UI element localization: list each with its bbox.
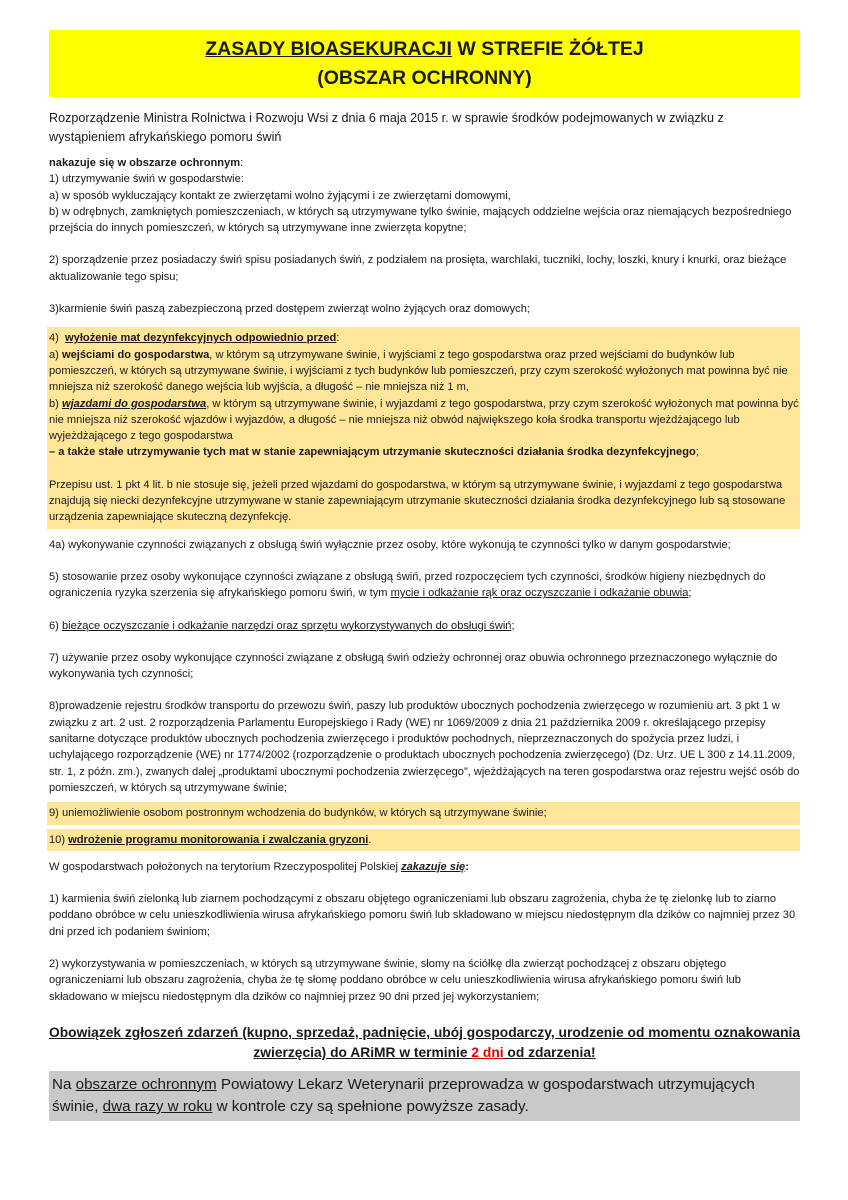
order-5-end: ; (688, 587, 692, 600)
title-underlined: ZASADY BIOASEKURACJI (205, 38, 452, 60)
order-5-underlined: mycie i odkażanie rąk oraz oczyszczanie i odkażanie obuwia (390, 587, 689, 600)
prohibitions-heading (49, 859, 800, 875)
order-4a2: 4a) wykonywanie czynności związanych z obsługą świń wyłącznie przez osoby, które wykonują te czynności tylko w danym gospodarstwie; (49, 538, 731, 551)
order-4c (49, 444, 800, 460)
obligation-days: 2 dni (471, 1044, 504, 1060)
order-6-underlined: bieżące oczyszczanie i odkażanie narzędzi oraz sprzętu wykorzystywanych do obsługi świń (61, 619, 512, 632)
order-4b (49, 396, 800, 445)
order-4 (49, 330, 800, 346)
title-line-1 (49, 35, 800, 64)
inspection-mid: Powiatowy Lekarz Weterynarii przeprowadza w gospodarstwach utrzymujących świnie, (52, 1075, 755, 1115)
order-7: 7) używanie przez osoby wykonujące czynności związane z obsługą świń odzieży ochronnej oraz obuwia ochronnego przeznaczonego wyłącznie do wykonywania tych czynności; (49, 651, 778, 681)
order-10-bold: wdrożenie programu monitorowania i zwalczania gryzoni (68, 833, 369, 846)
order-10-end: . (368, 833, 372, 846)
order-4a (49, 347, 800, 396)
order-4-colon: : (336, 332, 340, 345)
title-line-2: (OBSZAR OCHRONNY) (317, 67, 532, 89)
prohibitions-colon: : (465, 860, 469, 873)
orders-heading-bold: nakazuje się w obszarze ochronnym (49, 157, 241, 169)
order-1: 1) utrzymywanie świń w gospodarstwie: (49, 173, 244, 186)
obligation-text: Obowiązek zgłoszeń zdarzeń (kupno, sprzedaż, padnięcie, ubój gospodarczy, urodzenie od momentu oznakowania zwierzęcia) do ARiMR w terminie (49, 1024, 801, 1060)
prohibition-2: 2) wykorzystywania w pomieszczeniach, w których są utrzymywane świnie, słomy na ściółkę dla zwierząt pochodzącej z obszaru objętego ograniczeniami lub obszaru zagrożenia, chyba że tę słomę poddano obróbce w celu unieszkodliwienia wirusa afrykańskiego pomoru świń lub składowano w miejscu niedostępnym dla dzików co najmniej przez 90 dni przed jej wykorzystaniem; (49, 957, 741, 1003)
inspection-frequency: dwa razy w roku (102, 1097, 213, 1115)
order-4a-prefix: a) (49, 348, 62, 361)
prohibitions-intro: W gospodarstwach położonych na terytorium Rzeczypospolitej Polskiej (49, 860, 402, 873)
regulation-intro: Rozporządzenie Ministra Rolnictwa i Rozwoju Wsi z dnia 6 maja 2015 r. w sprawie środków podejmowanych w związku z wystąpieniem afrykańskiego pomoru świń (49, 111, 724, 144)
order-9: 9) uniemożliwienie osobom postronnym wchodzenia do budynków, w których są utrzymywane świnie; (49, 807, 547, 820)
highlighted-order-9 (47, 802, 800, 824)
inspection-zone: obszarze ochronnym (75, 1075, 217, 1093)
order-5-text: 5) stosowanie przez osoby wykonujące czynności związane z obsługą świń, przed rozpoczęciem tych czynności, środków higieny niezbędnych do ograniczenia ryzyka szerzenia się afrykańskiego pomoru świń, w tym (49, 570, 766, 600)
prohibition-1: 1) karmienia świń zielonką lub ziarnem pochodzącymi z obszaru objętego ograniczeniami lub obszaru zagrożenia, chyba że tę zielonkę lub to ziarno poddano obróbce w celu unieszkodliwienia wirusa afrykańskiego pomoru świń lub składowano w miejscu niedostępnym dla dzików co najmniej przez 30 dni przed ich podaniem świniom; (49, 893, 796, 938)
inspection-notice (49, 1071, 800, 1121)
order-4a-bold: wejściami do gospodarstwa (61, 348, 210, 361)
order-4b-bold: wjazdami do gospodarstwa (61, 397, 207, 410)
order-4-note: Przepisu ust. 1 pkt 4 lit. b nie stosuje się, jeżeli przed wjazdami do gospodarstwa, w którym są utrzymywane świnie, i wyjazdami z tego gospodarstwa znajdują się niecki dezynfekcyjne utrzymywane w stanie zapewniającym utrzymanie skuteczności działania środka dezynfekcyjnego lub są stosowane urządzenia zapewniające skuteczną dezynfekcję. (49, 478, 786, 524)
order-2: 2) sporządzenie przez posiadaczy świń spisu posiadanych świń, z podziałem na prosięta, warchlaki, tuczniki, lochy, loszki, knury i knurki, oraz bieżące aktualizowanie tego spisu; (49, 254, 787, 283)
orders-heading (49, 155, 800, 171)
inspection-pre: Na (52, 1075, 76, 1093)
document-page (49, 30, 800, 1121)
highlighted-mats-section (47, 327, 800, 528)
order-8: 8)prowadzenie rejestru środków transportu do przewozu świń, paszy lub produktów ubocznych pochodzenia zwierzęcego w rozumieniu art. 3 pkt 1 w związku z art. 2 ust. 2 rozporządzenia Parlamentu Europejskiego i Rady (WE) nr 1069/2009 z dnia 21 października 2009 r. określającego przepisy sanitarne dotyczące produktów ubocznych pochodzenia zwierzęcego i produktów pochodnych, nieprzeznaczonych do spożycia przez ludzi, i uchylającego rozporządzenie (WE) nr 1774/2002 (rozporządzenie o produktach ubocznych pochodzenia zwierzęcego) (Dz. Urz. UE L 300 z 14.11.2009, str. 1, z późn. zm.), zwanych dalej „produktami ubocznymi pochodzenia zwierzęcego”, wjeżdżających na teren gospodarstwa oraz rejestru wejść osób do pomieszczeń, w których są utrzymywane świnie; (49, 700, 800, 794)
order-4b-prefix: b) (49, 397, 62, 410)
order-10 (49, 832, 800, 848)
order-4a-text: , w którym są utrzymywane świnie, i wyjściami z tego gospodarstwa oraz przed wejściami do budynków lub pomieszczeń, w których są utrzymywane świnie, i wyjściami z tych budynków lub pomieszczeń, przy czym szerokość wyłożonych mat powinna być nie mniejsza niż szerokość danego wejścia lub wyjścia, a długość – nie mniejsza niż 1 m, (49, 348, 788, 394)
order-3: 3)karmienie świń paszą zabezpieczoną przed dostępem zwierząt wolno żyjących oraz domowych; (49, 303, 530, 316)
order-6-end: ; (511, 619, 515, 632)
order-4c-end: ; (695, 446, 699, 459)
order-4-prefix: 4) (49, 332, 66, 345)
order-10-prefix: 10) (49, 833, 69, 846)
reporting-obligation (49, 1023, 800, 1063)
order-4b-text: , w którym są utrzymywane świnie, i wyjazdami z tego gospodarstwa, przy czym szerokość wyłożonych mat powinna być nie mniejsza niż szerokość wjazdów i wyjazdów, a długość – nie mniejsza niż obwód największego koła środka transportu wjeżdżającego lub wyjeżdżającego z tego gospodarstwa (49, 397, 799, 443)
title-banner (49, 30, 800, 97)
title-rest: W STREFIE ŻÓŁTEJ (451, 38, 644, 60)
order-6 (49, 618, 800, 634)
order-1b: b) w odrębnych, zamkniętych pomieszczeniach, w których są utrzymywane tylko świnie, mających oddzielne wejścia oraz niemających bezpośredniego przejścia do innych pomieszczeń, w których są utrzymywane inne zwierzęta kopytne; (49, 205, 792, 235)
prohibitions-bold: zakazuje się (401, 860, 466, 873)
orders-heading-colon: : (240, 157, 244, 169)
highlighted-order-10 (47, 829, 800, 851)
order-4c-bold: – a także stałe utrzymywanie tych mat w stanie zapewniającym utrzymanie skuteczności działania środka dezynfekcyjnego (49, 446, 696, 459)
order-6-prefix: 6) (49, 619, 62, 632)
order-1a: a) w sposób wykluczający kontakt ze zwierzętami wolno żyjącymi i ze zwierzętami domowymi, (49, 189, 511, 202)
order-4-bold: wyłożenie mat dezynfekcyjnych odpowiednio przed (65, 332, 337, 345)
obligation-end: od zdarzenia! (503, 1044, 596, 1060)
order-5 (49, 569, 800, 602)
inspection-post: w kontrole czy są spełnione powyższe zasady. (212, 1097, 529, 1115)
